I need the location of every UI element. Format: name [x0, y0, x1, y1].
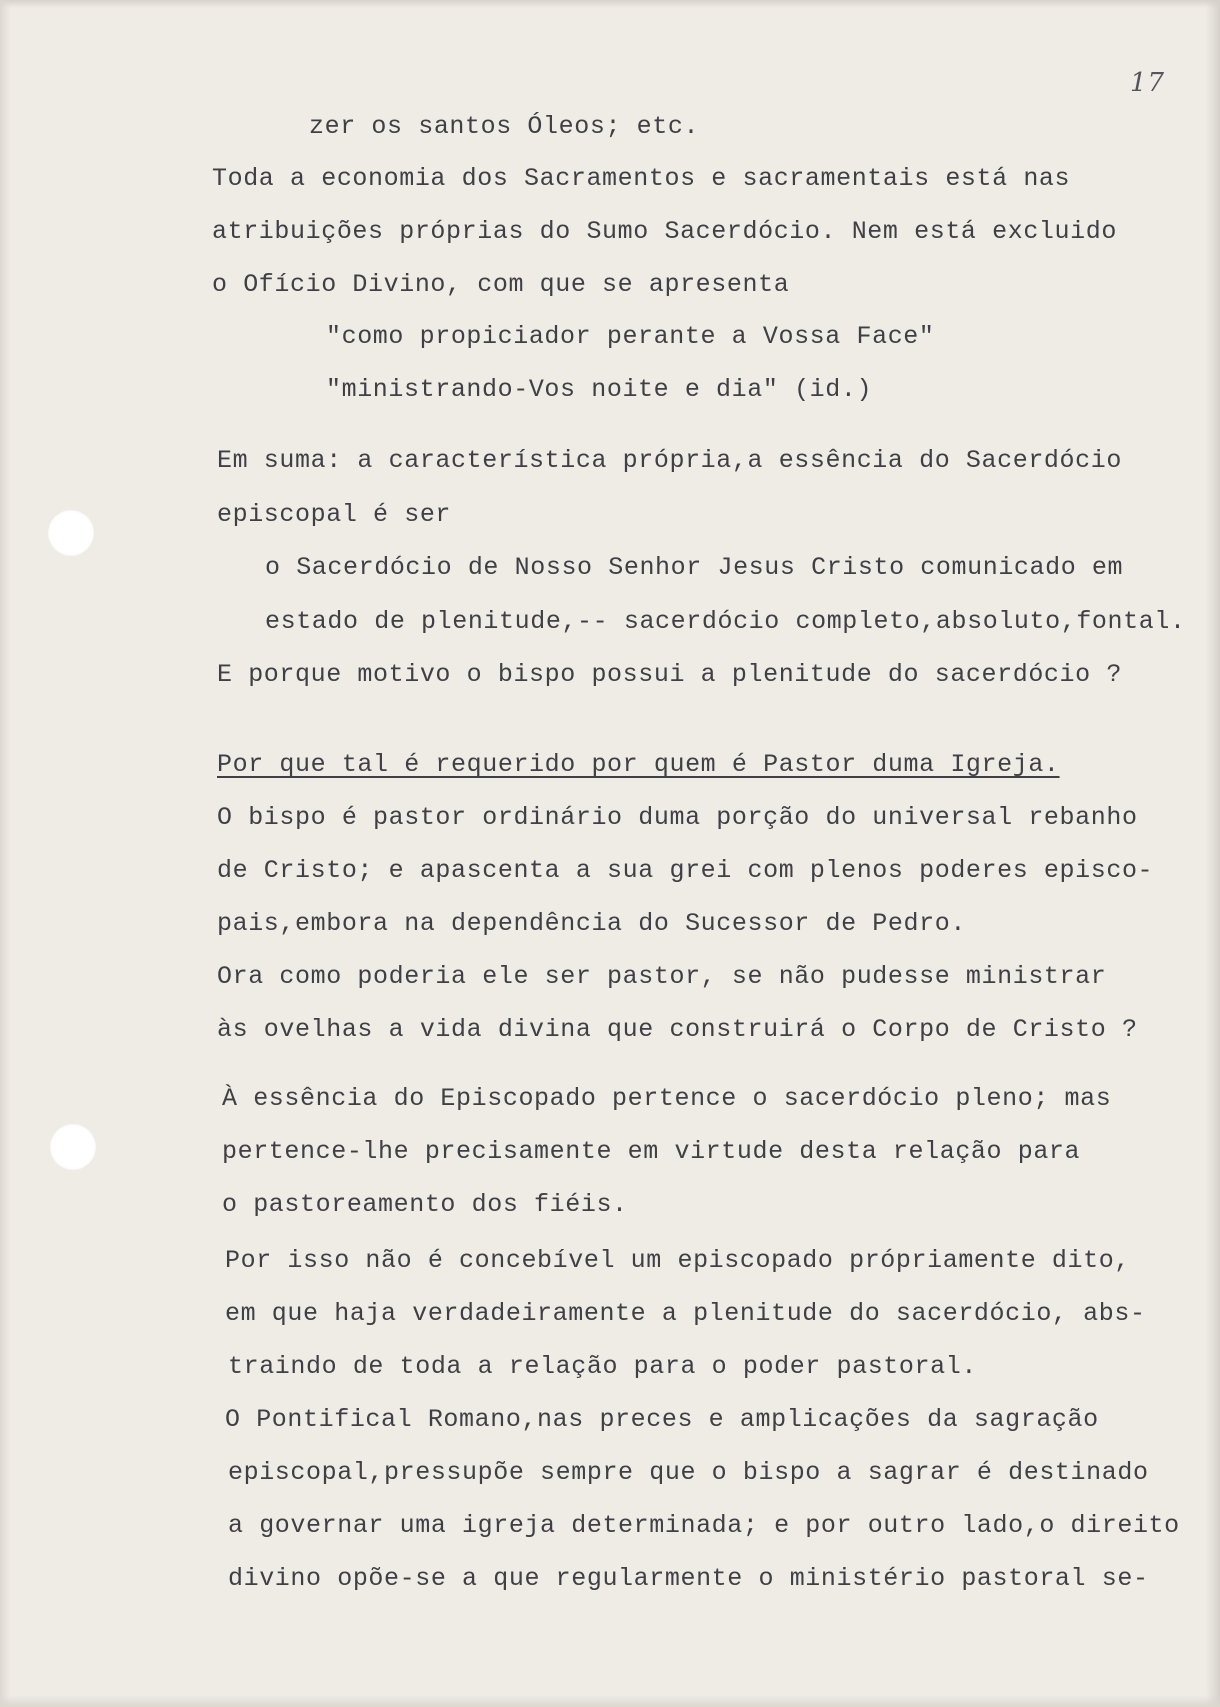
text-line: em que haja verdadeiramente a plenitude do sacerdócio, abs- — [225, 1299, 1146, 1328]
text-line: episcopal,pressupõe sempre que o bispo a sagrar é destinado — [228, 1458, 1149, 1487]
section-heading: Por que tal é requerido por quem é Pastor duma Igreja. — [217, 750, 1060, 779]
text-line: O Pontifical Romano,nas preces e amplicações da sagração — [225, 1405, 1099, 1434]
text-line: o Sacerdócio de Nosso Senhor Jesus Cristo comunicado em — [265, 553, 1124, 582]
text-line: O bispo é pastor ordinário duma porção do universal rebanho — [217, 803, 1138, 832]
text-line: "como propiciador perante a Vossa Face" — [326, 322, 935, 351]
text-line: estado de plenitude,-- sacerdócio completo,absoluto,fontal. — [265, 607, 1186, 636]
text-line: À essência do Episcopado pertence o sacerdócio pleno; mas — [222, 1084, 1112, 1113]
text-line: Toda a economia dos Sacramentos e sacramentais está nas — [212, 164, 1071, 193]
paper-edge-top — [0, 0, 1220, 8]
text-line: zer os santos Óleos; etc. — [309, 112, 700, 141]
text-line: "ministrando-Vos noite e dia" (id.) — [326, 375, 873, 404]
punch-hole-top — [48, 510, 94, 556]
text-line: episcopal é ser — [217, 500, 452, 529]
text-line: atribuições próprias do Sumo Sacerdócio. Nem está excluido — [212, 217, 1117, 246]
page-number: 17 — [1130, 68, 1166, 98]
paper-edge-right — [1206, 0, 1220, 1707]
text-line: de Cristo; e apascenta a sua grei com plenos poderes episco- — [217, 856, 1154, 885]
text-line: E porque motivo o bispo possui a plenitude do sacerdócio ? — [217, 660, 1122, 689]
text-line: pertence-lhe precisamente em virtude desta relação para — [222, 1137, 1081, 1166]
text-line: às ovelhas a vida divina que construirá o Corpo de Cristo ? — [217, 1015, 1138, 1044]
text-line: divino opõe-se a que regularmente o ministério pastoral se- — [228, 1564, 1149, 1593]
text-line: Ora como poderia ele ser pastor, se não pudesse ministrar — [217, 962, 1107, 991]
punch-hole-bottom — [50, 1124, 96, 1170]
text-line: traindo de toda a relação para o poder pastoral. — [228, 1352, 977, 1381]
text-line: o Ofício Divino, com que se apresenta — [212, 270, 790, 299]
text-line: pais,embora na dependência do Sucessor de Pedro. — [217, 909, 966, 938]
paper-edge-left — [0, 0, 10, 1707]
text-line: a governar uma igreja determinada; e por outro lado,o direito — [228, 1511, 1180, 1540]
text-line: o pastoreamento dos fiéis. — [222, 1190, 628, 1219]
text-line: Por isso não é concebível um episcopado própriamente dito, — [225, 1246, 1130, 1275]
text-line: Em suma: a característica própria,a essência do Sacerdócio — [217, 446, 1122, 475]
paper-edge-bottom — [0, 1695, 1220, 1707]
